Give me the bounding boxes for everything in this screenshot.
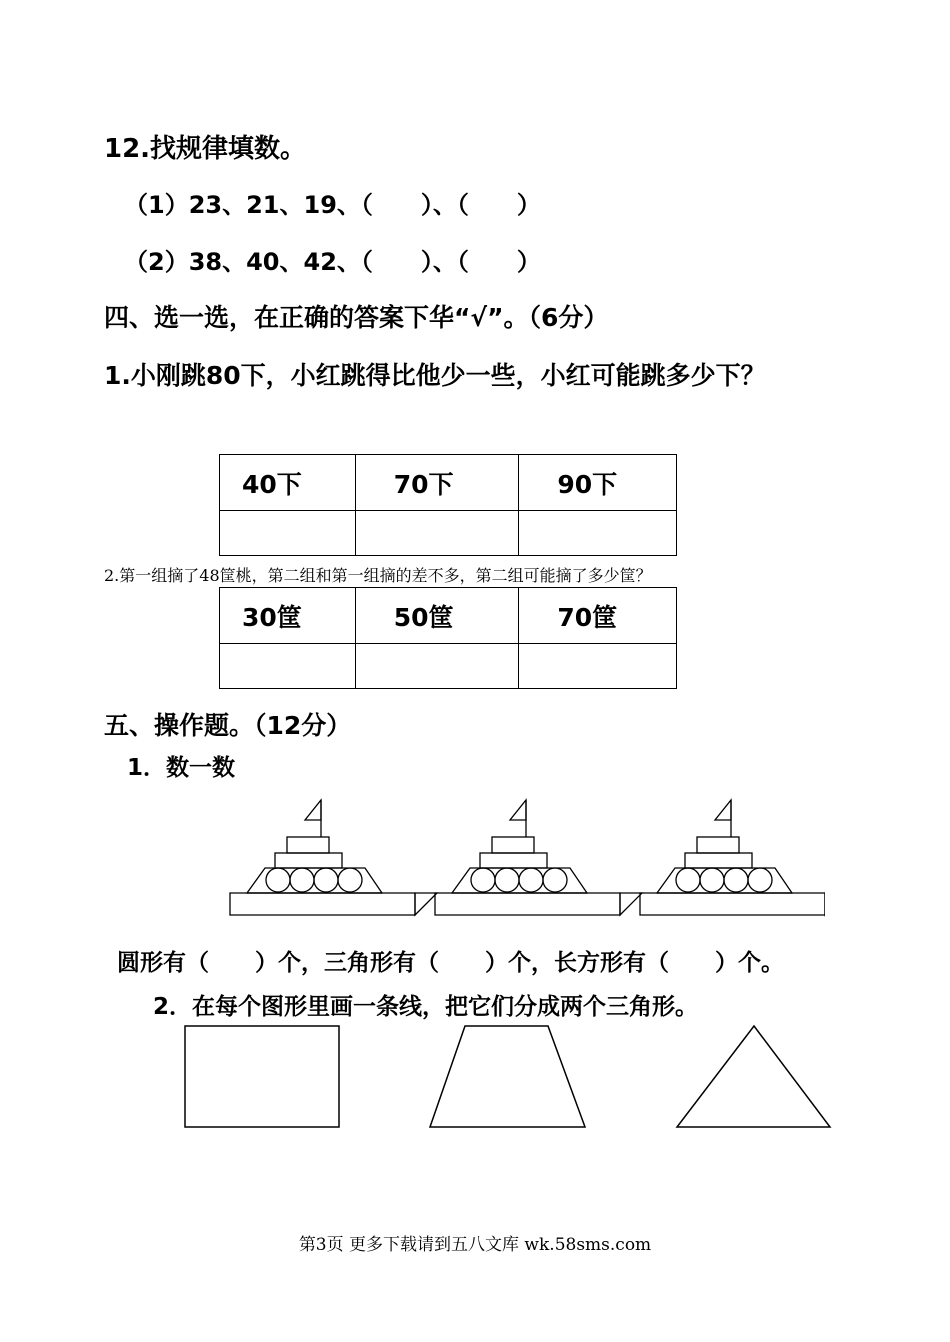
q2-option-a: 30筐 — [220, 588, 356, 644]
section4-q1: 1.小刚跳80下，小红跳得比他少一些，小红可能跳多少下？ — [104, 361, 766, 390]
page-footer: 第3页 更多下载请到五八文库 wk.58sms.com — [298, 1235, 652, 1255]
q1-option-c: 90下 — [519, 455, 677, 511]
q12-sequence-1: （1）23、21、19、（ ）、（ ） — [124, 191, 541, 219]
ship-2-icon — [435, 800, 642, 915]
q1-answer-cell-a[interactable] — [220, 511, 356, 556]
ship-1-icon — [230, 800, 437, 915]
q2-option-c: 70筐 — [519, 588, 677, 644]
section4-title: 四、选一选，在正确的答案下华“√”。（6分） — [104, 303, 609, 332]
q1-answer-cell-b[interactable] — [355, 511, 519, 556]
q12-sequence-2: （2）38、40、42、（ ）、（ ） — [124, 248, 541, 276]
q1-option-b: 70下 — [355, 455, 519, 511]
q2-options-table — [219, 587, 677, 689]
q1-options-table — [219, 454, 677, 556]
section5-q1: 1．数一数 — [127, 755, 236, 781]
rectangle-shape[interactable] — [185, 1026, 339, 1127]
q2-option-b: 50筐 — [355, 588, 519, 644]
section4-q2: 2.第一组摘了48筐桃，第二组和第一组摘的差不多，第二组可能摘了多少筐？ — [104, 566, 652, 585]
q1-answer-cell-c[interactable] — [519, 511, 677, 556]
q2-answer-cell-c[interactable] — [519, 644, 677, 689]
ships-figure — [225, 790, 825, 920]
section5-q2: 2．在每个图形里画一条线，把它们分成两个三角形。 — [153, 994, 699, 1020]
q2-answer-cell-b[interactable] — [355, 644, 519, 689]
trapezoid-shape[interactable] — [430, 1026, 585, 1127]
q1-option-a: 40下 — [220, 455, 356, 511]
section5-q1-answer: 圆形有（ ）个，三角形有（ ）个，长方形有（ ）个。 — [117, 950, 784, 976]
ship-3-icon — [640, 800, 825, 915]
shapes-figure — [180, 1018, 840, 1138]
q2-answer-cell-a[interactable] — [220, 644, 356, 689]
triangle-shape[interactable] — [677, 1026, 830, 1127]
section5-title: 五、操作题。（12分） — [104, 711, 352, 740]
q12-title: 12.找规律填数。 — [104, 134, 307, 164]
